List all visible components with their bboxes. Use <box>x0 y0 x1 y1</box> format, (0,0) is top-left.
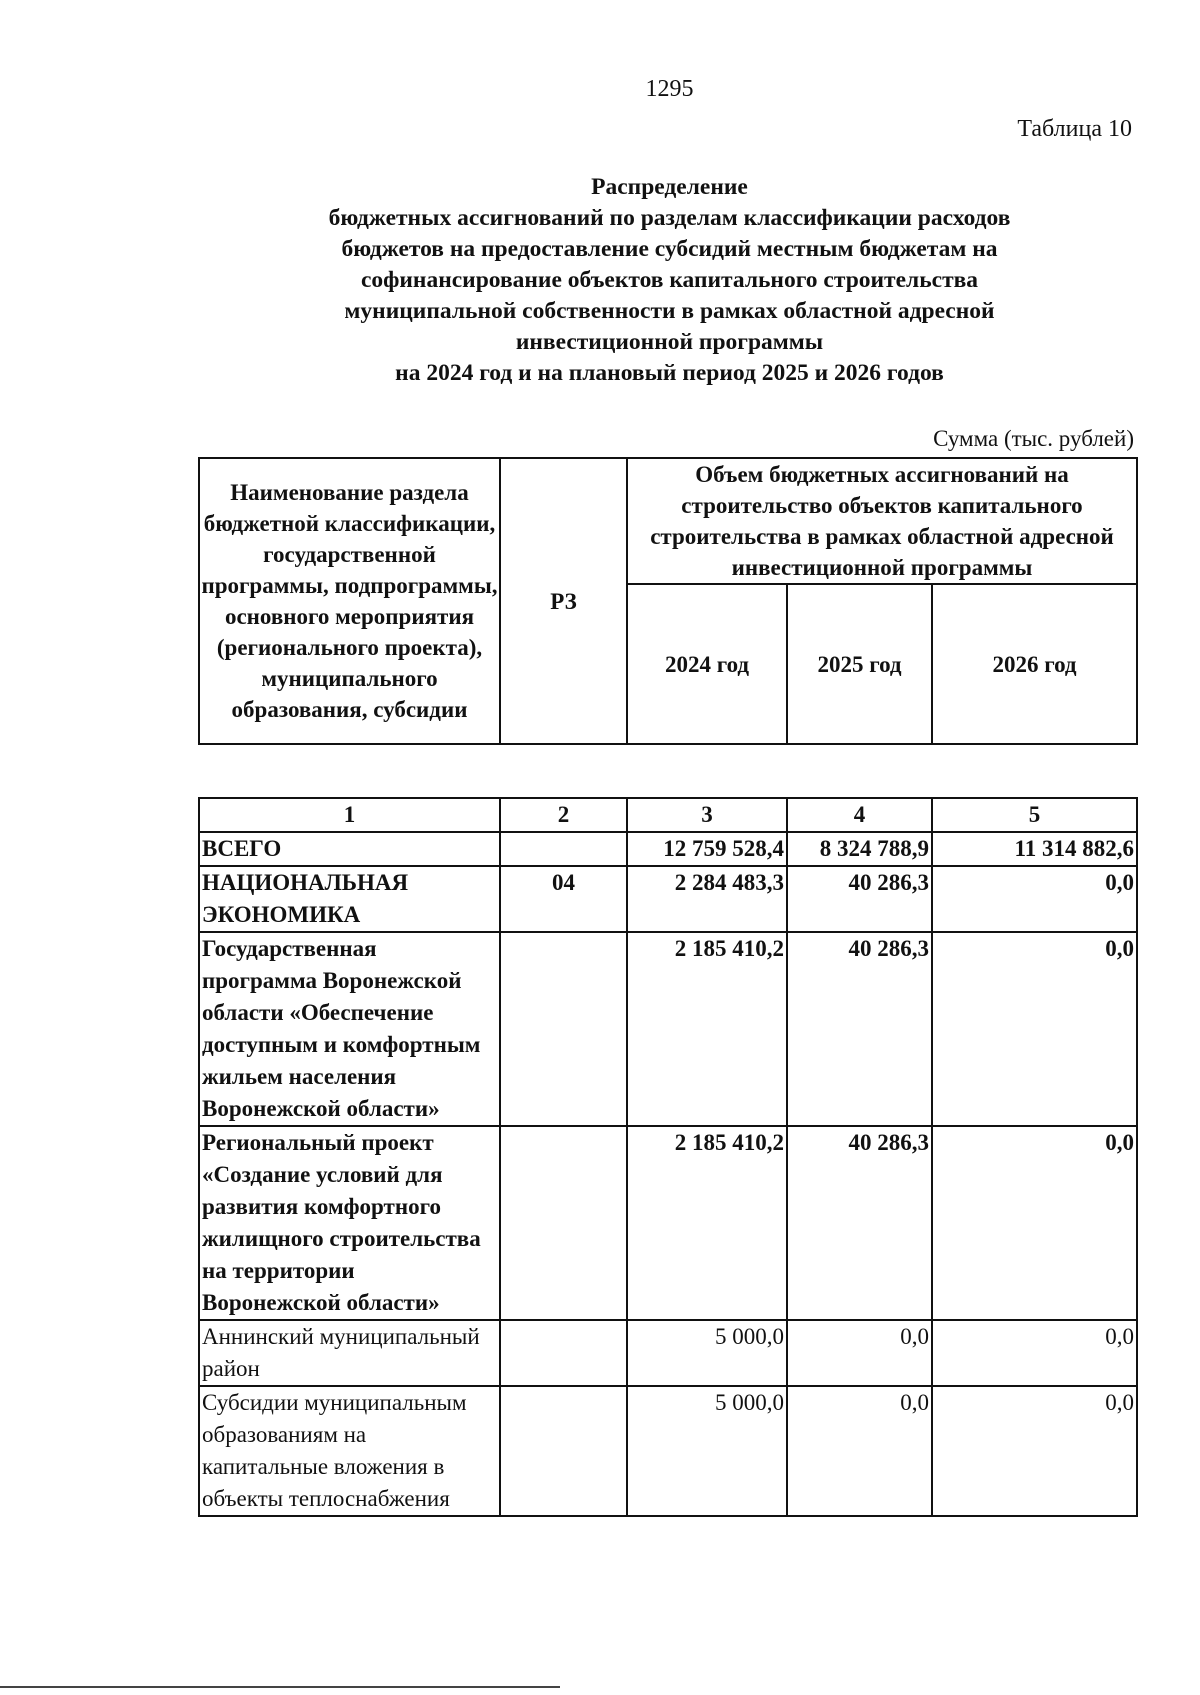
row-2025: 40 286,3 <box>787 932 932 1126</box>
title-line: инвестиционной программы <box>515 329 824 355</box>
column-number: 5 <box>932 798 1137 832</box>
data-table <box>198 797 1138 1517</box>
table-row <box>199 1320 1137 1386</box>
row-2026: 0,0 <box>932 1386 1137 1516</box>
column-number-row <box>199 798 1137 832</box>
row-2025: 0,0 <box>787 1386 932 1516</box>
row-rz <box>500 832 627 866</box>
header-year-2024: 2024 год <box>627 584 787 744</box>
column-number: 2 <box>500 798 627 832</box>
table-row <box>199 1386 1137 1516</box>
row-2025: 40 286,3 <box>787 1126 932 1320</box>
table-row <box>199 866 1137 932</box>
row-2026: 0,0 <box>932 1320 1137 1386</box>
column-number: 4 <box>787 798 932 832</box>
footer-rule <box>0 1686 560 1688</box>
header-year-2026: 2026 год <box>932 584 1137 744</box>
row-name: Государственная программа Воронежской области «Обеспечение доступным и комфортным жильем населения Воронежской области» <box>199 932 500 1126</box>
document-title <box>200 172 1139 389</box>
row-2026: 0,0 <box>932 866 1137 932</box>
header-volume-column: Объем бюджетных ассигнований на строительство объектов капитального строительства в рамках областной адресной инвестиционной программы <box>627 458 1137 584</box>
row-2024: 12 759 528,4 <box>627 832 787 866</box>
table-header <box>198 457 1138 745</box>
row-2024: 2 185 410,2 <box>627 932 787 1126</box>
row-name: Аннинский муниципальный район <box>199 1320 500 1386</box>
row-2024: 5 000,0 <box>627 1320 787 1386</box>
row-2026: 0,0 <box>932 1126 1137 1320</box>
table-row <box>199 832 1137 866</box>
table-label: Таблица 10 <box>1017 116 1132 142</box>
row-rz: 04 <box>500 866 627 932</box>
row-name: НАЦИОНАЛЬНАЯ ЭКОНОМИКА <box>199 866 500 932</box>
table-row <box>199 932 1137 1126</box>
row-2024: 2 185 410,2 <box>627 1126 787 1320</box>
title-line: бюджетных ассигнований по разделам классификации расходов <box>328 205 1011 231</box>
row-name: Субсидии муниципальным образованиям на капитальные вложения в объекты теплоснабжения <box>199 1386 500 1516</box>
row-2025: 8 324 788,9 <box>787 832 932 866</box>
row-2024: 5 000,0 <box>627 1386 787 1516</box>
row-2025: 40 286,3 <box>787 866 932 932</box>
row-rz <box>500 1320 627 1386</box>
header-name-column: Наименование раздела бюджетной классификации, государственной программы, подпрограммы, основного мероприятия (регионального проекта), муниципального образования, субсидии <box>199 458 500 744</box>
row-2024: 2 284 483,3 <box>627 866 787 932</box>
row-name: Региональный проект «Создание условий для развития комфортного жилищного строительства на территории Воронежской области» <box>199 1126 500 1320</box>
row-rz <box>500 1126 627 1320</box>
title-line: Распределение <box>591 174 748 200</box>
table-row <box>199 1126 1137 1320</box>
title-line: муниципальной собственности в рамках областной адресной <box>344 298 995 324</box>
page-number: 1295 <box>645 76 694 102</box>
row-2026: 0,0 <box>932 932 1137 1126</box>
row-name: ВСЕГО <box>199 832 500 866</box>
row-rz <box>500 932 627 1126</box>
row-2026: 11 314 882,6 <box>932 832 1137 866</box>
row-rz <box>500 1386 627 1516</box>
column-number: 1 <box>199 798 500 832</box>
title-line: бюджетов на предоставление субсидий местным бюджетам на <box>341 236 998 262</box>
column-number: 3 <box>627 798 787 832</box>
header-rz-column: РЗ <box>500 458 627 744</box>
units-note: Сумма (тыс. рублей) <box>933 426 1134 451</box>
title-line: на 2024 год и на плановый период 2025 и 2026 годов <box>395 360 944 386</box>
row-2025: 0,0 <box>787 1320 932 1386</box>
header-year-2025: 2025 год <box>787 584 932 744</box>
title-line: софинансирование объектов капитального строительства <box>360 267 979 293</box>
